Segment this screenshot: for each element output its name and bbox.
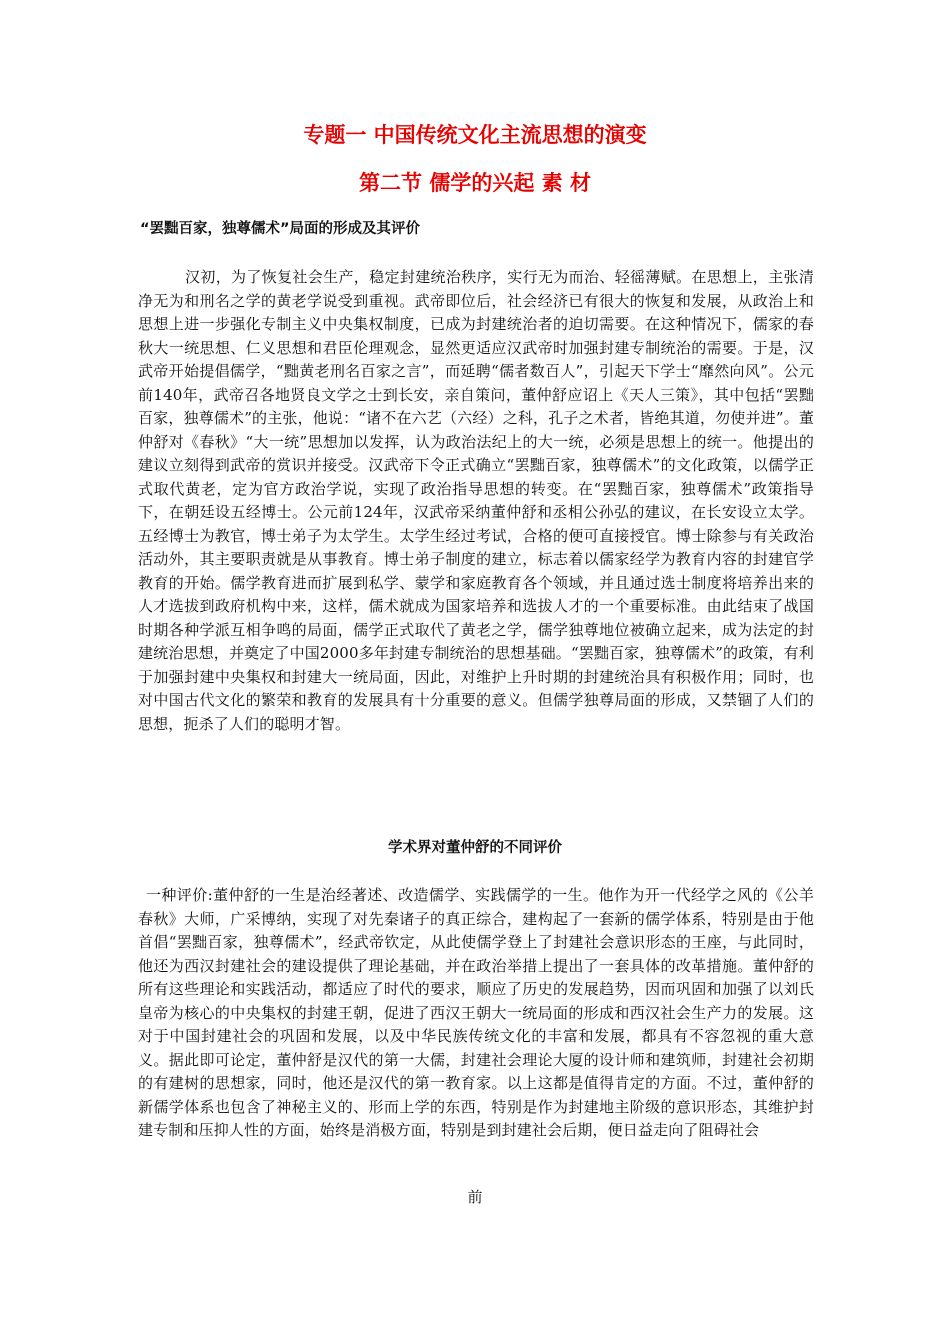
- document-subtitle: 第二节 儒学的兴起 素 材: [359, 171, 591, 195]
- document-title: 专题一 中国传统文化主流思想的演变: [303, 123, 647, 147]
- section-heading-2: 学术界对董仲舒的不同评价: [388, 840, 562, 856]
- section-body-2: 一种评价:董仲舒的一生是治经著述、改造儒学、实践儒学的一生。他作为开一代经学之风的《公羊春秋》大师，广采博纳，实现了对先秦诸子的真正综合，建构起了一套新的儒学体系，特别是由于他首倡“罢黜百家，独尊儒术”，经武帝钦定，从此使儒学登上了封建社会意识形态的王座，与此同时，他还为西汉封建社会的建设提供了理论基础，并在政治举措上提出了一套具体的改革措施。董仲舒的所有这些理论和实践活动，都适应了时代的要求，顺应了历史的发展趋势，因而巩固和加强了以刘氏皇帝为核心的中央集权的封建王朝，促进了西汉王朝大一统局面的形成和西汉社会生产力的发展。这对于中国封建社会的巩固和发展，以及中华民族传统文化的丰富和发展，都具有不容忽视的重大意义。据此即可论定，董仲舒是汉代的第一大儒，封建社会理论大厦的设计师和建筑师，封建社会初期的有建树的思想家，同时，他还是汉代的第一教育家。以上这都是值得肯定的方面。不过，董仲舒的新儒学体系也包含了神秘主义的、形而上学的东西，特别是作为封建地主阶级的意识形态，其维护封建专制和压抑人性的方面，始终是消极方面，特别是到封建社会后期，便日益走向了阻碍社会: [138, 886, 814, 1139]
- section-body-1: 汉初，为了恢复社会生产，稳定封建统治秩序，实行无为而治、轻徭薄赋。在思想上，主张清净无为和刑名之学的黄老学说受到重视。武帝即位后，社会经济已有很大的恢复和发展，从政治上和思想上进一步强化专制主义中央集权制度，已成为封建统治者的迫切需要。在这种情况下，儒家的春秋大一统思想、仁义思想和君臣伦理观念，显然更适应汉武帝时加强封建专制统治的需要。于是，汉武帝开始提倡儒学，“黜黄老刑名百家之言”，而延聘“儒者数百人”，引起天下学士“靡然向风”。公元前140年，武帝召各地贤良文学之士到长安，亲自策问，董仲舒应诏上《天人三策》，其中包括“罢黜百家，独尊儒术”的主张，他说：“诸不在六艺（六经）之科，孔子之术者，皆绝其道，勿使并进”。董仲舒对《春秋》“大一统”思想加以发挥，认为政治法纪上的大一统，必须是思想上的统一。他提出的建议立刻得到武帝的赏识并接受。汉武帝下令正式确立“罢黜百家，独尊儒术”的文化政策，以儒学正式取代黄老，定为官方政治学说，实现了政治指导思想的转变。在“罢黜百家，独尊儒术”政策指导下，在朝廷设五经博士。公元前124年，汉武帝采纳董仲舒和丞相公孙弘的建议，在长安设立太学。五经博士为教官，博士弟子为太学生。太学生经过考试，合格的便可直接授官。博士除参与有关政治活动外，其主要职责就是从事教育。博士弟子制度的建立，标志着以儒家经学为教育内容的封建官学教育的开始。儒学教育进而扩展到私学、蒙学和家庭教育各个领域，并且通过选士制度将培养出来的人才选拔到政府机构中来，这样，儒术就成为国家培养和选拔人才的一个重要标准。由此结束了战国时期各种学派互相争鸣的局面，儒学正式取代了黄老之学，儒学独尊地位被确立起来，成为法定的封建统治思想，并奠定了中国2000多年封建专制统治的思想基础。“罢黜百家，独尊儒术”的政策，有利于加强封建中央集权和封建大一统局面，因此，对维护上升时期的封建统治具有积极作用；同时，也对中国古代文化的繁荣和教育的发展具有十分重要的意义。但儒学独尊局面的形成，又禁锢了人们的思想，扼杀了人们的聪明才智。: [138, 268, 814, 733]
- section-heading-1: “罢黜百家，独尊儒术”局面的形成及其评价: [140, 221, 421, 237]
- section-body-2-tail: 前: [467, 1188, 483, 1206]
